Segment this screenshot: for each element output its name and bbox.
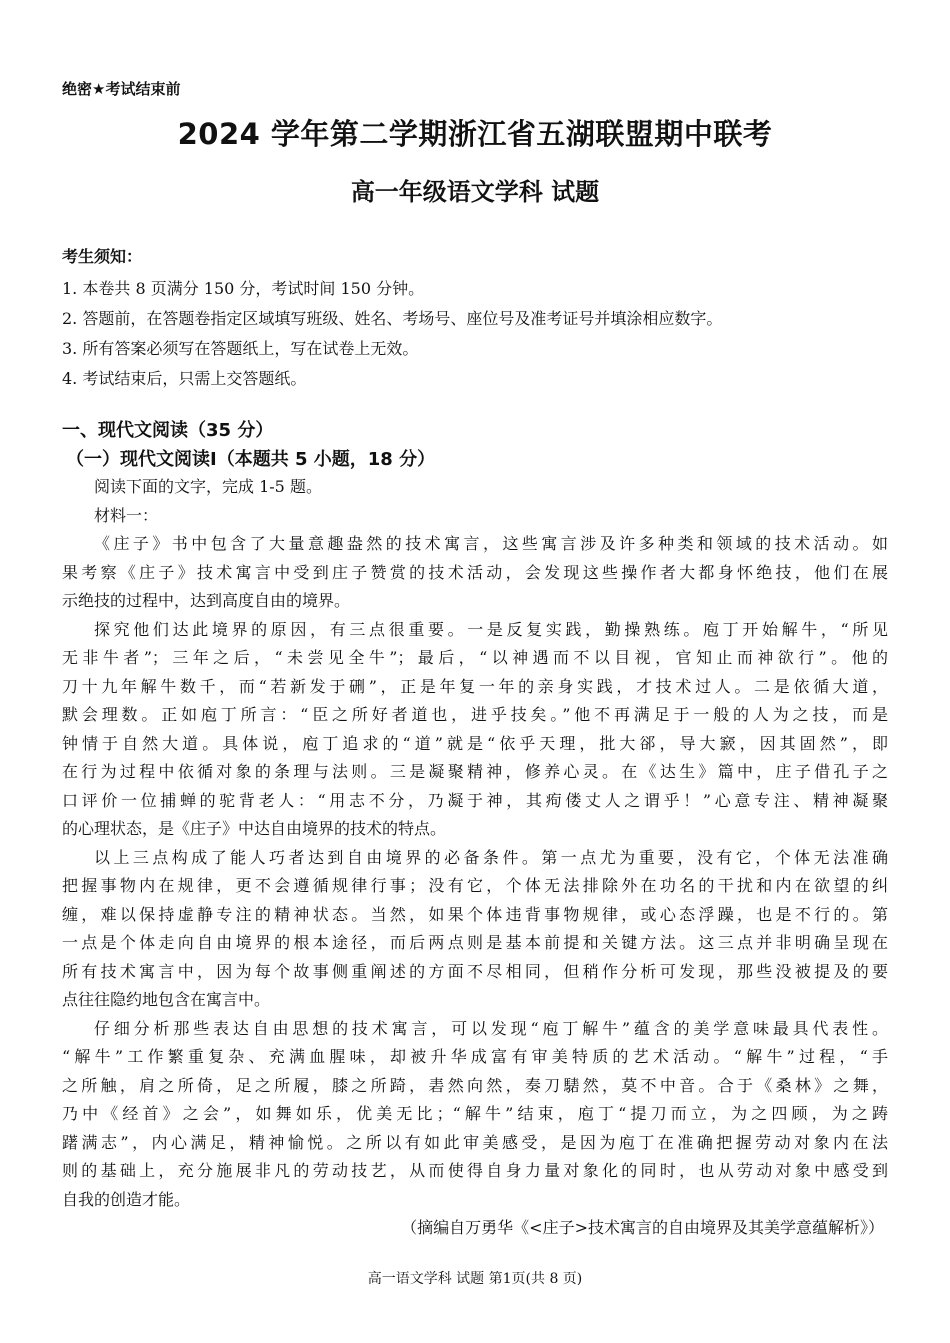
passage-line: 仔细分析那些表达自由思想的技术寓言，可以发现“庖丁解牛”蕴含的美学意味最具代表性。 [94, 1018, 888, 1038]
passage-line: 刀十九年解牛数千，而“若新发于硎”，正是年复一年的亲身实践，才技术过人。二是依循大道， [62, 676, 888, 696]
passage-line: 点往往隐约地包含在寓言中。 [62, 990, 271, 1009]
instruction-text: 阅读下面的文字，完成 1-5 题。 [94, 477, 322, 496]
secret-label: 绝密★考试结束前 [62, 80, 181, 98]
passage-line: 之所触，肩之所倚，足之所履，膝之所踦，砉然向然，奏刀騞然，莫不中音。合于《桑林》之舞， [62, 1075, 888, 1095]
passage-line: 自我的创造才能。 [62, 1189, 191, 1209]
passage-line: 缠，难以保持虚静专注的精神状态。当然，如果个体违背事物规律，或心态浮躁，也是不行的。第 [62, 904, 888, 924]
passage-line: 所有技术寓言中，因为每个故事侧重阐述的方面不尽相同，但稍作分析可发现，那些没被提及的要 [62, 961, 888, 981]
notice-title: 考生须知： [62, 247, 143, 266]
passage-line: 一点是个体走向自由境界的根本途径，而后两点则是基本前提和关键方法。这三点并非明确呈现在 [62, 933, 888, 952]
passage-line: 示绝技的过程中，达到高度自由的境界。 [62, 591, 351, 610]
page-footer: 高一语文学科 试题 第1页(共 8 页) [367, 1271, 583, 1287]
passage-line: 钟情于自然大道。具体说，庖丁追求的“道”就是“依乎天理，批大郤，导大窾，因其固然”，即 [62, 733, 888, 753]
notice-item: 4. 考试结束后，只需上交答题纸。 [62, 369, 307, 388]
passage-line: 默会理数。正如庖丁所言：“臣之所好者道也，进乎技矣。”他不再满足于一般的人为之技，而是 [62, 705, 888, 724]
exam-title: 2024 学年第二学期浙江省五湖联盟期中联考 [177, 117, 773, 151]
passage-line: 则的基础上，充分施展非凡的劳动技艺，从而使得自身力量对象化的同时，也从劳动对象中感受到 [62, 1161, 888, 1180]
notice-list [62, 274, 892, 394]
source-citation: （摘编自万勇华《<庄子>技术寓言的自由境界及其美学意蕴解析》） [401, 1218, 884, 1237]
passage-line: 以上三点构成了能人巧者达到自由境界的必备条件。第一点尤为重要，没有它，个体无法准确 [94, 847, 888, 867]
notice-item: 3. 所有答案必须写在答题纸上，写在试卷上无效。 [62, 339, 419, 358]
passage-line: “解牛”工作繁重复杂、充满血腥味，却被升华成富有审美特质的艺术活动。“解牛”过程，“手 [62, 1047, 888, 1066]
passage-line: 《庄子》书中包含了大量意趣盎然的技术寓言，这些寓言涉及许多种类和领域的技术活动。如 [94, 534, 888, 553]
passage-line: 躇满志”，内心满足，精神愉悦。之所以有如此审美感受，是因为庖丁在准确把握劳动对象内在法 [62, 1132, 888, 1152]
notice-item: 1. 本卷共 8 页满分 150 分，考试时间 150 分钟。 [62, 279, 425, 298]
notice-item: 2. 答题前，在答题卷指定区域填写班级、姓名、考场号、座位号及准考证号并填涂相应数字。 [62, 309, 723, 328]
subsection-title: （一）现代文阅读Ⅰ（本题共 5 小题，18 分） [66, 449, 436, 470]
passage-line: 果考察《庄子》技术寓言中受到庄子赞赏的技术活动，会发现这些操作者大都身怀绝技，他们在展 [62, 562, 888, 582]
passage-line: 无非牛者”；三年之后，“未尝见全牛”；最后，“以神遇而不以目视，官知止而神欲行”。他的 [62, 648, 888, 667]
reading-passage [62, 473, 888, 1243]
exam-subtitle: 高一年级语文学科 试题 [350, 178, 600, 206]
passage-line: 把握事物内在规律，更不会遵循规律行事；没有它，个体无法排除外在功名的干扰和内在欲望的纠 [62, 876, 888, 895]
passage-line: 探究他们达此境界的原因，有三点很重要。一是反复实践，勤操熟练。庖丁开始解牛，“所见 [94, 619, 888, 639]
passage-line: 的心理状态，是《庄子》中达自由境界的技术的特点。 [62, 819, 447, 838]
passage-line: 乃中《经首》之会”，如舞如乐，优美无比；“解牛”结束，庖丁“提刀而立，为之四顾，为之踌 [62, 1104, 888, 1123]
section-title: 一、现代文阅读（35 分） [62, 420, 274, 441]
material-label: 材料一： [94, 505, 159, 525]
passage-line: 口评价一位捕蝉的驼背老人：“用志不分，乃凝于神，其痀偻丈人之谓乎！”心意专注、精神凝聚 [62, 790, 888, 810]
passage-line: 在行为过程中依循对象的条理与法则。三是凝聚精神，修养心灵。在《达生》篇中，庄子借孔子之 [62, 762, 888, 781]
